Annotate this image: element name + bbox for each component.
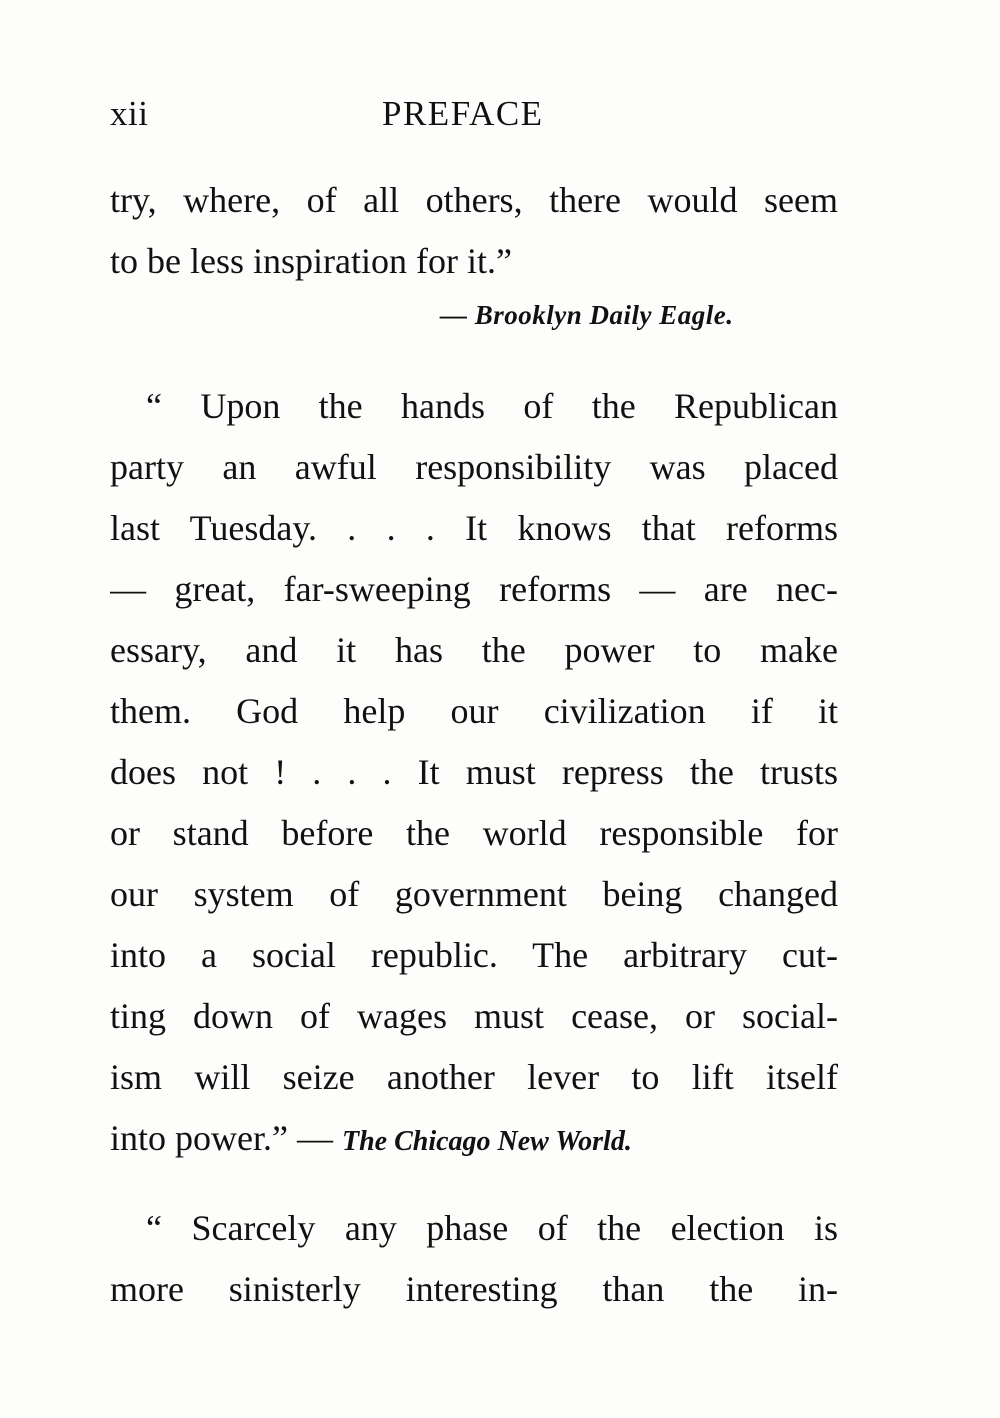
text-line: ting down of wages must cease, or social- [110, 996, 838, 1036]
text-line: to be less inspiration for it.” [110, 241, 512, 281]
text-line: ism will seize another lever to lift itself [110, 1057, 838, 1097]
text-line: “ Scarcely any phase of the election is [146, 1208, 838, 1248]
text-line: more sinisterly interesting than the in- [110, 1269, 838, 1309]
attribution-chicago-new-world: The Chicago New World. [341, 1126, 632, 1157]
text-line: or stand before the world responsible for [110, 813, 838, 853]
running-title: PREFACE [382, 94, 544, 133]
text-line: into a social republic. The arbitrary cut- [110, 935, 838, 975]
text-line: try, where, of all others, there would seem [110, 180, 838, 220]
text-line: does not ! . . . It must repress the trusts [110, 752, 838, 792]
running-head [110, 94, 838, 142]
text-line: — great, far-sweeping reforms — are nec- [110, 569, 838, 609]
quote-paragraph-1 [110, 170, 838, 292]
text-line-fragment: into power.” — [110, 1118, 333, 1158]
text-line: last Tuesday. . . . It knows that reforms [110, 508, 838, 548]
text-line-with-attribution [110, 1108, 838, 1169]
text-line: “ Upon the hands of the Republican [146, 386, 838, 426]
quote-paragraph-2 [110, 376, 838, 1169]
attribution-brooklyn-daily-eagle: — Brooklyn Daily Eagle. [440, 300, 734, 330]
text-line: essary, and it has the power to make [110, 630, 838, 670]
text-line: them. God help our civilization if it [110, 691, 838, 731]
page-number: xii [110, 94, 149, 133]
text-line: our system of government being changed [110, 874, 838, 914]
quote-paragraph-3 [110, 1198, 838, 1320]
text-line: party an awful responsibility was placed [110, 447, 838, 487]
